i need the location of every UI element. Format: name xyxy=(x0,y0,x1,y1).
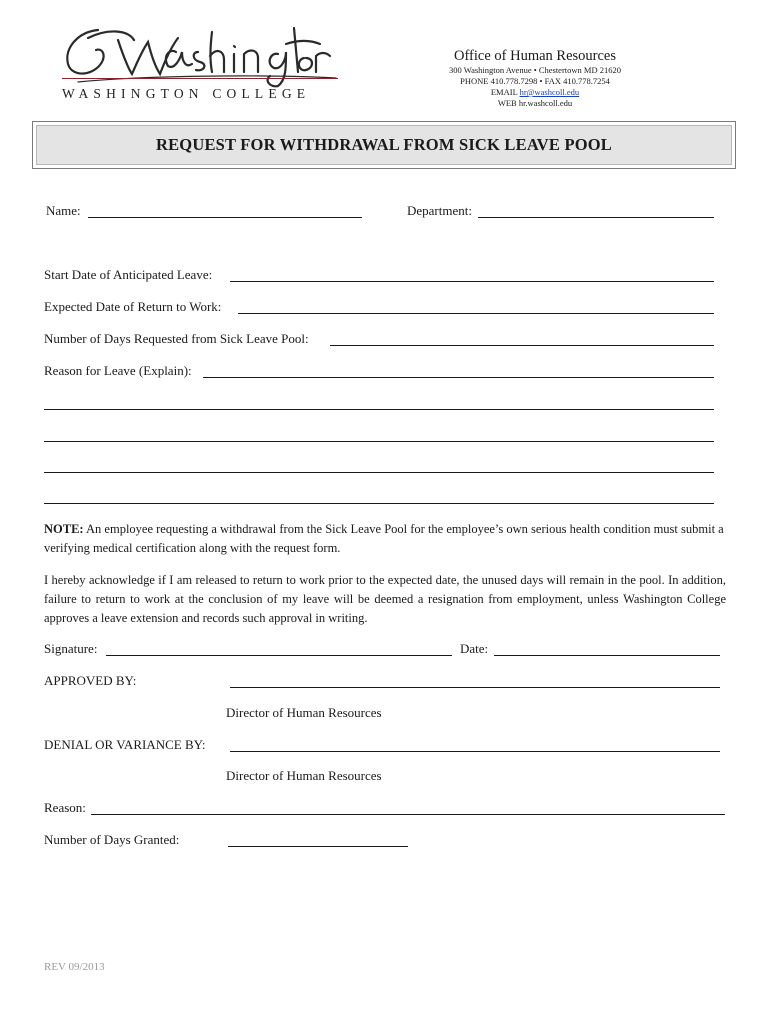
days-requested-field[interactable] xyxy=(330,345,714,346)
date-label: Date: xyxy=(460,641,489,656)
form-title-box xyxy=(32,121,736,169)
reason-field-line-4[interactable] xyxy=(44,472,714,473)
note-text: An employee requesting a withdrawal from the Sick Leave Pool for the employee’s own serious health condition must submit a verifying medical certification along with the request form. xyxy=(44,522,724,555)
approved-by-label: APPROVED BY: xyxy=(44,673,137,688)
start-date-label: Start Date of Anticipated Leave: xyxy=(44,267,213,282)
department-label: Department: xyxy=(407,203,472,218)
revision-label: REV 09/2013 xyxy=(44,961,105,973)
name-label: Name: xyxy=(46,203,81,218)
reason-field-line-3[interactable] xyxy=(44,441,714,442)
office-address: 300 Washington Avenue • Chestertown MD 21620 xyxy=(449,65,621,75)
return-date-label: Expected Date of Return to Work: xyxy=(44,299,222,314)
decision-reason-label: Reason: xyxy=(44,800,86,815)
note-paragraph xyxy=(44,520,728,558)
office-web: WEB hr.washcoll.edu xyxy=(497,98,573,108)
approved-by-field[interactable] xyxy=(230,687,720,688)
days-granted-field[interactable] xyxy=(228,846,408,847)
office-email-line xyxy=(400,87,670,98)
denial-field[interactable] xyxy=(230,751,720,752)
department-field[interactable] xyxy=(478,217,714,218)
approver-title: Director of Human Resources xyxy=(226,705,382,720)
office-phone-fax: PHONE 410.778.7298 • FAX 410.778.7254 xyxy=(460,76,610,86)
email-label: EMAIL xyxy=(490,87,520,97)
reason-field-line-1[interactable] xyxy=(203,377,714,378)
college-signature-logo xyxy=(58,18,340,90)
start-date-field[interactable] xyxy=(230,281,714,282)
office-title: Office of Human Resources xyxy=(454,48,616,64)
note-label: NOTE: xyxy=(44,522,84,536)
acknowledgement-paragraph: I hereby acknowledge if I am released to return to work prior to the expected date, the unused days will remain in the pool. In addition, failure to return to work at the conclusion of my leave will be deemed a resignation from employment, unless Washington College approves a leave extension and records such approval in writing. xyxy=(44,573,726,625)
reason-field-line-5[interactable] xyxy=(44,503,714,504)
days-granted-label: Number of Days Granted: xyxy=(44,832,180,847)
signature-label: Signature: xyxy=(44,641,98,656)
office-contact-block xyxy=(400,48,670,109)
denier-title: Director of Human Resources xyxy=(226,768,382,783)
date-field[interactable] xyxy=(494,655,720,656)
name-field[interactable] xyxy=(88,217,362,218)
form-title: REQUEST FOR WITHDRAWAL FROM SICK LEAVE POOL xyxy=(36,125,732,165)
logo-divider xyxy=(62,78,338,79)
decision-reason-field[interactable] xyxy=(91,814,725,815)
college-name-wordmark: WASHINGTON COLLEGE xyxy=(62,86,311,101)
reason-field-line-2[interactable] xyxy=(44,409,714,410)
denial-label: DENIAL OR VARIANCE BY: xyxy=(44,737,206,752)
reason-label: Reason for Leave (Explain): xyxy=(44,363,192,378)
return-date-field[interactable] xyxy=(238,313,714,314)
signature-field[interactable] xyxy=(106,655,452,656)
email-link[interactable]: hr@washcoll.edu xyxy=(519,87,580,97)
days-requested-label: Number of Days Requested from Sick Leave Pool: xyxy=(44,331,309,346)
